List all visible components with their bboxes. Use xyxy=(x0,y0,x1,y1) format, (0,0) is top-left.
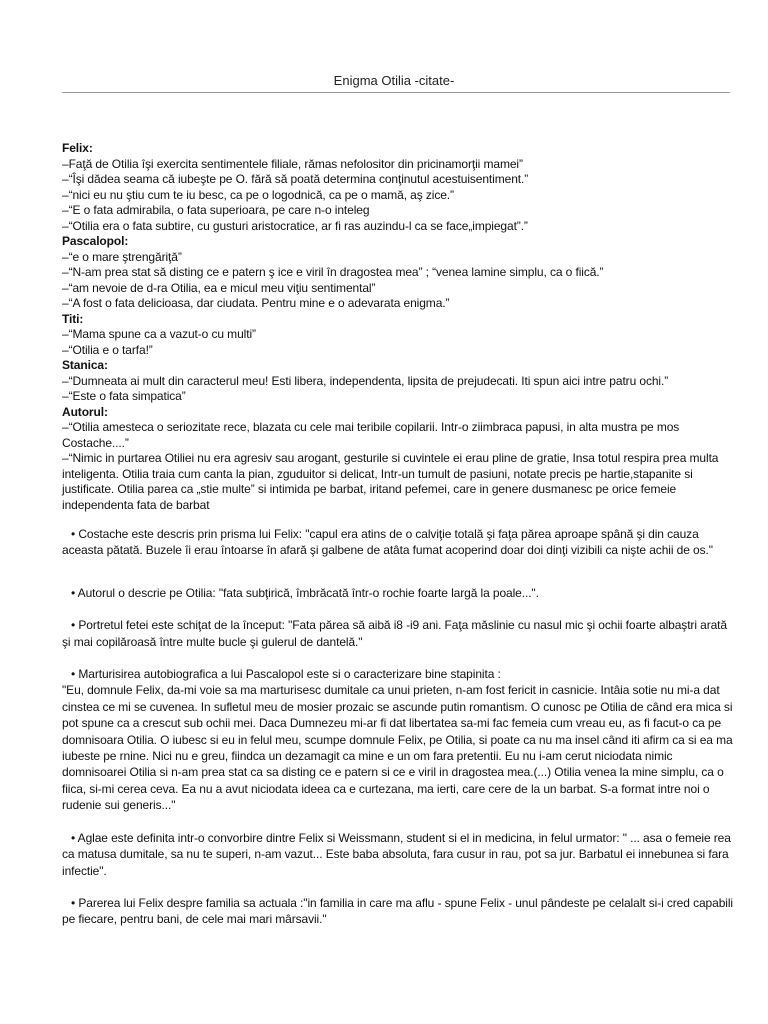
speaker-label: Stanica: xyxy=(62,358,108,372)
quote-line: –“Otilia e o tarfa!” xyxy=(62,342,153,357)
bullet-text: Portretul fetei este schiţat de la început: "Fata părea să aibă i8 -i9 ani. Faţa măslinie cu nasul mic şi ochii foarte albaştri arată şi mai copilăroasă între multe bucle şi gulerul de dantelă." xyxy=(62,618,727,649)
citations-section xyxy=(62,141,734,513)
quote-line: –“Nimic in purtarea Otiliei nu era agresiv sau arogant, gesturile si cuvintele ei erau pline de gratie, Insa totul respira prea multa inteligenta. Otilia traia cum canta la pian, zguduitor si delicat, Intr-un tumult de pasiuni, notate precis pe hartie,stapanite si justificate. Otilia parea ca „stie multe” si intimida pe barbat, iritand pefemei, care in genere dusmanesc pe orice femeie independenta fata de barbat xyxy=(62,451,719,512)
bullet-section xyxy=(62,526,734,944)
quote-line: –“e o mare ştrengăriţă” xyxy=(62,249,182,264)
quote-line: –“Otilia era o fata subtire, cu gusturi aristocratice, ar fi ras auzindu-l ca se face„impiegat”.” xyxy=(62,218,528,233)
quote-line: –Faţă de Otilia îşi exercita sentimentele filiale, rămas nefolositor din pricinamorţii mamei” xyxy=(62,156,523,171)
quote-line: –“Dumneata ai mult din caracterul meu! Esti libera, independenta, lipsita de prejudecati. Iti spun aici intre patru ochi.” xyxy=(62,373,669,388)
quote-line: –“Mama spune ca a vazut-o cu multi” xyxy=(62,327,256,341)
speaker-label: Titi: xyxy=(62,311,84,326)
bullet-paragraph xyxy=(62,617,734,650)
bullet-text: Autorul o descrie pe Otilia: "fata subţirică, îmbrăcată într-o rochie foarte largă la poale...". xyxy=(75,585,539,600)
speaker-label: Felix: xyxy=(62,141,93,155)
bullet-mark: • xyxy=(71,667,76,682)
bullet-paragraph xyxy=(62,585,734,601)
title-divider xyxy=(62,92,730,93)
bullet-paragraph xyxy=(62,895,734,928)
quote-line: –“N-am prea stat să disting ce e patern ş ice e viril în dragostea mea” ; “venea lamine simplu, ca o fiică.” xyxy=(62,265,604,279)
bullet-paragraph xyxy=(62,526,734,559)
quote-line: –“E o fata admirabila, o fata superioara, pe care n-o inteleg xyxy=(62,203,370,217)
bullet-paragraph xyxy=(62,830,734,879)
bullet-text: Parerea lui Felix despre familia sa actuala :"in familia in care ma aflu - spune Felix - unul pândeste pe celalalt si-i cred capabili pe fiecare, pentru bani, de cele mai mari mârsavii." xyxy=(62,895,733,927)
speaker-label: Autorul: xyxy=(62,404,108,419)
bullet-mark: • xyxy=(71,585,76,600)
quote-line: –“nici eu nu ştiu cum te iu besc, ca pe o logodnică, ca pe o mamă, aş zice.” xyxy=(62,187,454,202)
bullet-text: Marturisirea autobiografica a lui Pascalopol este si o caracterizare bine stapinita : xyxy=(75,667,501,682)
bullet-mark: • xyxy=(71,830,76,845)
speaker-label: Pascalopol: xyxy=(62,234,129,248)
bullet-mark: • xyxy=(71,895,76,910)
quote-line: –“A fost o fata delicioasa, dar ciudata. Pentru mine e o adevarata enigma.” xyxy=(62,296,450,310)
bullet-paragraph xyxy=(62,666,734,814)
quote-line: –“Îşi dădea seama că iubeşte pe O. fără să poată determina conţinutul acestuisentiment.” xyxy=(62,172,529,186)
bullet-quote: "Eu, domnule Felix, da-mi voie sa ma marturisesc dumitale ca unui prieten, n-am fost fericit in casnicie. Intâia sotie nu mi-a dat cinstea ce mi se cuvenea. In sufletul meu de mosier prozaic se ascunde putin romantism. O cunosc pe Otilia de când era mica si pot spune ca a crescut sub ochii mei. Daca Dumnezeu mi-ar fi dat libertatea sa-mi fac femeia cum vreau eu, as fi facut-o ca pe domnisoara Otilia. O iubesc si eu in felul meu, scumpe domnule Felix, pe Otilia, si poate ca nu ma insel când iti afirm ca si ea ma iubeste pe rnine. Nici nu e greu, fiindca un dezamagit ca mine e un om fara pretentii. Eu nu i-am cerut niciodata nimic domnisoarei Otilia si n-am prea stat ca sa disting ce e patern si ce e viril in dragostea mea.(...) Otilia venea la mine simplu, ca o fiica, si-mi cerea ceva. Ea nu a avut niciodata ideea ca e curtezana, ma ierti, care cere de la un barbat. S-a format intre noi o rudenie sui generis..." xyxy=(62,683,733,813)
bullet-text: Costache este descris prin prisma lui Felix: "capul era atins de o calviţie totală şi faţa părea aproape spână şi din cauza aceasta pătată. Buzele îi erau întoarse în afară şi galbene de atâta fumat acoperind doar doi dinţi vizibili ca nişte achii de os." xyxy=(62,527,713,558)
quote-line: –“Otilia amesteca o seriozitate rece, blazata cu cele mai teribile copilarii. Intr-o ziimbraca papusi, in alta mustra pe mos Costache....” xyxy=(62,420,680,450)
bullet-mark: • xyxy=(71,527,76,541)
quote-line: –“Este o fata simpatica” xyxy=(62,389,186,403)
quote-line: –“am nevoie de d-ra Otilia, ea e micul meu viţiu sentimental” xyxy=(62,280,376,295)
bullet-mark: • xyxy=(71,618,76,633)
bullet-text: Aglae este definita intr-o convorbire dintre Felix si Weissmann, student si el in medicina, in felul urmator: " ... asa o femeie rea ca matusa dumitale, sa nu te superi, n-am vazut... Este baba absoluta, fara cusur in rau, pot sa jur. Barbatul ei innebunea si fara infectie". xyxy=(62,830,731,878)
document-title: Enigma Otilia -citate- xyxy=(333,73,455,88)
